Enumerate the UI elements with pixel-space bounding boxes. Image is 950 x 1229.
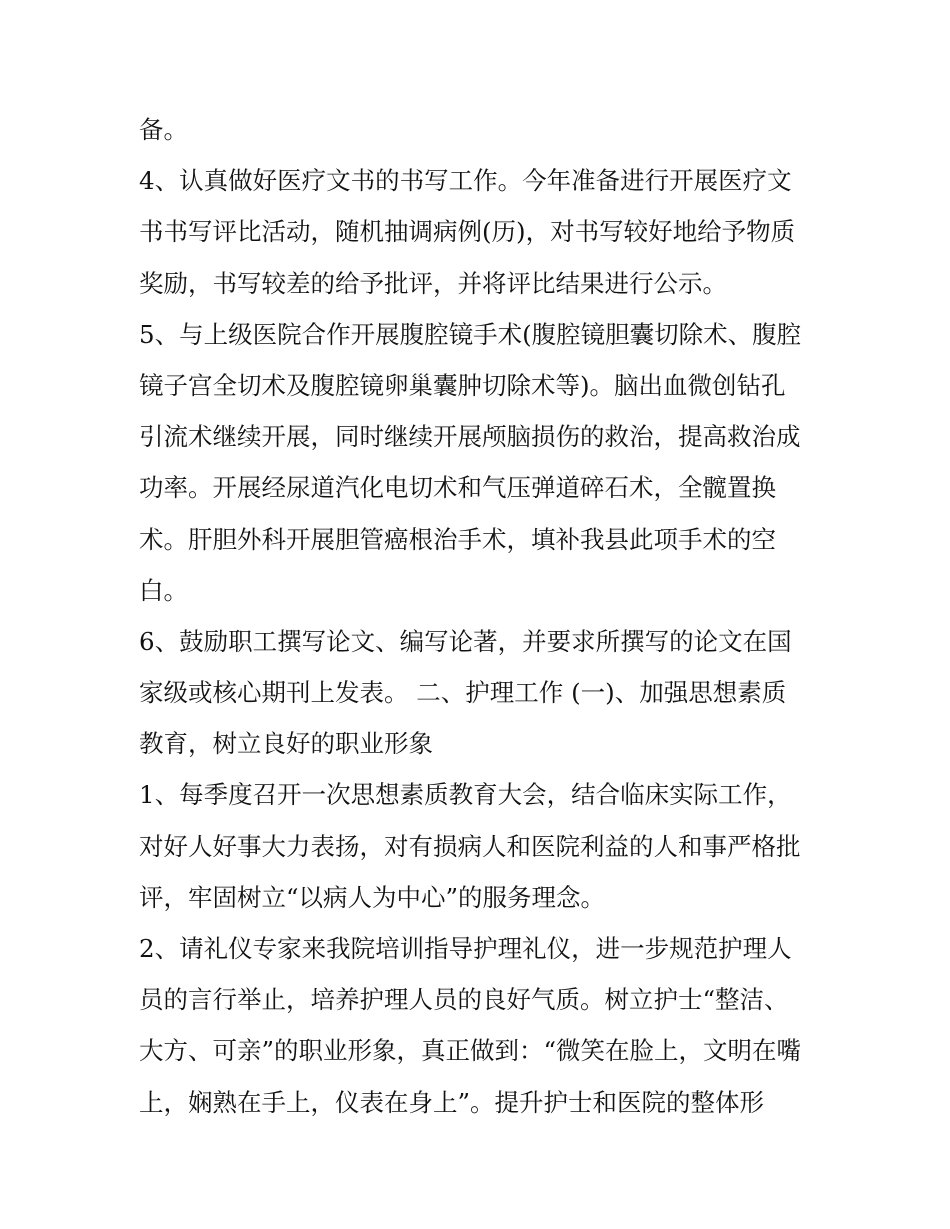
text-line: 教育，树立良好的职业形象 (139, 729, 433, 759)
text-line: 上，娴熟在手上，仪表在身上”。提升护士和医院的整体形 (139, 1087, 765, 1117)
text-line: 书书写评比活动，随机抽调病例(历)，对书写较好地给予物质 (139, 217, 796, 247)
text-line: 大方、可亲”的职业形象，真正做到：“微笑在脸上，文明在嘴 (139, 1036, 802, 1066)
text-line: 5、与上级医院合作开展腹腔镜手术(腹腔镜胆囊切除术、腹腔 (139, 319, 802, 349)
document-body (139, 104, 829, 1128)
text-line: 术。肝胆外科开展胆管癌根治手术，填补我县此项手术的空 (139, 524, 776, 554)
text-line: 评，牢固树立“以病人为中心”的服务理念。 (139, 882, 606, 912)
text-line: 员的言行举止，培养护理人员的良好气质。树立护士“整洁、 (139, 985, 789, 1015)
text-line: 1、每季度召开一次思想素质教育大会，结合临床实际工作， (139, 780, 792, 810)
text-line: 镜子宫全切术及腹腔镜卵巢囊肿切除术等)。脑出血微创钻孔 (139, 370, 786, 400)
text-line: 4、认真做好医疗文书的书写工作。今年准备进行开展医疗文 (139, 166, 792, 196)
text-line: 备。 (139, 115, 188, 144)
text-line: 引流术继续开展，同时继续开展颅脑损伤的救治，提高救治成 (139, 422, 801, 452)
text-line: 白。 (139, 575, 188, 605)
text-line: 家级或核心期刊上发表。 二、护理工作 (一)、加强思想素质 (139, 678, 787, 708)
text-line: 奖励，书写较差的给予批评，并将评比结果进行公示。 (139, 268, 727, 298)
text-line: 对好人好事大力表扬，对有损病人和医院利益的人和事严格批 (139, 831, 801, 861)
text-line: 6、鼓励职工撰写论文、编写论著，并要求所撰写的论文在国 (139, 626, 792, 656)
text-line: 功率。开展经尿道汽化电切术和气压弹道碎石术，全髋置换 (139, 473, 776, 503)
text-line: 2、请礼仪专家来我院培训指导护理礼仪，进一步规范护理人 (139, 934, 792, 963)
